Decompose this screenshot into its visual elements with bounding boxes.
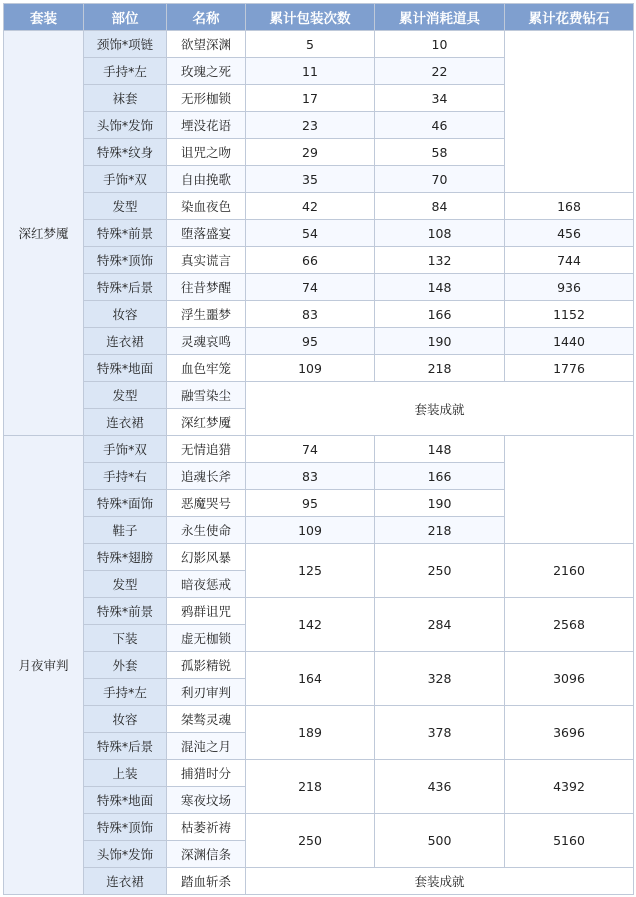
table-row xyxy=(4,328,634,355)
pack-count-cell: 250 xyxy=(246,814,375,868)
item-name-cell: 孤影精锐 xyxy=(167,652,246,679)
props-used-cell: 500 xyxy=(375,814,505,868)
part-cell: 特殊*纹身 xyxy=(84,139,167,166)
props-used-cell: 218 xyxy=(375,517,505,544)
diamonds-empty-cell xyxy=(505,31,634,193)
part-cell: 特殊*后景 xyxy=(84,274,167,301)
diamonds-cell: 168 xyxy=(505,193,634,220)
item-name-cell: 混沌之月 xyxy=(167,733,246,760)
header-props-used: 累计消耗道具 xyxy=(375,4,505,31)
item-name-cell: 深红梦魇 xyxy=(167,409,246,436)
pack-count-cell: 74 xyxy=(246,274,375,301)
item-name-cell: 枯萎祈祷 xyxy=(167,814,246,841)
part-cell: 头饰*发饰 xyxy=(84,112,167,139)
part-cell: 发型 xyxy=(84,193,167,220)
pack-count-cell: 142 xyxy=(246,598,375,652)
part-cell: 外套 xyxy=(84,652,167,679)
props-used-cell: 84 xyxy=(375,193,505,220)
props-used-cell: 284 xyxy=(375,598,505,652)
item-name-cell: 血色牢笼 xyxy=(167,355,246,382)
item-name-cell: 鸦群诅咒 xyxy=(167,598,246,625)
table-row xyxy=(4,31,634,58)
item-name-cell: 捕猎时分 xyxy=(167,760,246,787)
item-name-cell: 无情追猎 xyxy=(167,436,246,463)
props-used-cell: 190 xyxy=(375,490,505,517)
part-cell: 手饰*双 xyxy=(84,166,167,193)
item-name-cell: 欲望深渊 xyxy=(167,31,246,58)
header-pack-count: 累计包装次数 xyxy=(246,4,375,31)
diamonds-cell: 4392 xyxy=(505,760,634,814)
props-used-cell: 148 xyxy=(375,436,505,463)
pack-count-cell: 109 xyxy=(246,517,375,544)
diamonds-cell: 1440 xyxy=(505,328,634,355)
pack-count-cell: 42 xyxy=(246,193,375,220)
part-cell: 特殊*面饰 xyxy=(84,490,167,517)
part-cell: 特殊*前景 xyxy=(84,598,167,625)
item-name-cell: 恶魔哭号 xyxy=(167,490,246,517)
part-cell: 特殊*后景 xyxy=(84,733,167,760)
item-name-cell: 玫瑰之死 xyxy=(167,58,246,85)
set-name-cell: 深红梦魇 xyxy=(4,31,84,436)
diamonds-cell: 3696 xyxy=(505,706,634,760)
part-cell: 鞋子 xyxy=(84,517,167,544)
table-row xyxy=(4,706,634,733)
table-row xyxy=(4,544,634,571)
pack-count-cell: 74 xyxy=(246,436,375,463)
part-cell: 手持*左 xyxy=(84,58,167,85)
header-set: 套装 xyxy=(4,4,84,31)
pack-count-cell: 29 xyxy=(246,139,375,166)
item-name-cell: 往昔梦醒 xyxy=(167,274,246,301)
item-name-cell: 自由挽歌 xyxy=(167,166,246,193)
part-cell: 下装 xyxy=(84,625,167,652)
part-cell: 连衣裙 xyxy=(84,868,167,895)
table-body xyxy=(4,31,634,895)
header-part: 部位 xyxy=(84,4,167,31)
pack-count-cell: 218 xyxy=(246,760,375,814)
rewards-table xyxy=(3,3,634,895)
table-row xyxy=(4,355,634,382)
pack-count-cell: 5 xyxy=(246,31,375,58)
diamonds-cell: 936 xyxy=(505,274,634,301)
pack-count-cell: 35 xyxy=(246,166,375,193)
props-used-cell: 166 xyxy=(375,463,505,490)
table-row xyxy=(4,382,634,409)
header-row xyxy=(4,4,634,31)
item-name-cell: 融雪染尘 xyxy=(167,382,246,409)
diamonds-cell: 5160 xyxy=(505,814,634,868)
props-used-cell: 22 xyxy=(375,58,505,85)
part-cell: 妆容 xyxy=(84,301,167,328)
item-name-cell: 真实谎言 xyxy=(167,247,246,274)
item-name-cell: 利刃审判 xyxy=(167,679,246,706)
pack-count-cell: 125 xyxy=(246,544,375,598)
diamonds-cell: 2160 xyxy=(505,544,634,598)
part-cell: 手持*右 xyxy=(84,463,167,490)
props-used-cell: 218 xyxy=(375,355,505,382)
item-name-cell: 踏血斩杀 xyxy=(167,868,246,895)
props-used-cell: 436 xyxy=(375,760,505,814)
diamonds-cell: 2568 xyxy=(505,598,634,652)
props-used-cell: 378 xyxy=(375,706,505,760)
pack-count-cell: 164 xyxy=(246,652,375,706)
item-name-cell: 灵魂哀鸣 xyxy=(167,328,246,355)
props-used-cell: 70 xyxy=(375,166,505,193)
props-used-cell: 328 xyxy=(375,652,505,706)
item-name-cell: 追魂长斧 xyxy=(167,463,246,490)
diamonds-cell: 744 xyxy=(505,247,634,274)
props-used-cell: 132 xyxy=(375,247,505,274)
part-cell: 特殊*顶饰 xyxy=(84,814,167,841)
item-name-cell: 堙没花语 xyxy=(167,112,246,139)
diamonds-cell: 1152 xyxy=(505,301,634,328)
diamonds-cell: 3096 xyxy=(505,652,634,706)
part-cell: 特殊*前景 xyxy=(84,220,167,247)
item-name-cell: 浮生噩梦 xyxy=(167,301,246,328)
part-cell: 颈饰*项链 xyxy=(84,31,167,58)
item-name-cell: 虚无枷锁 xyxy=(167,625,246,652)
set-complete-cell: 套装成就 xyxy=(246,868,634,895)
props-used-cell: 148 xyxy=(375,274,505,301)
props-used-cell: 166 xyxy=(375,301,505,328)
table-row xyxy=(4,598,634,625)
set-name-cell: 月夜审判 xyxy=(4,436,84,895)
part-cell: 特殊*地面 xyxy=(84,787,167,814)
diamonds-empty-cell xyxy=(505,436,634,544)
table-row xyxy=(4,868,634,895)
part-cell: 特殊*翅膀 xyxy=(84,544,167,571)
pack-count-cell: 66 xyxy=(246,247,375,274)
pack-count-cell: 109 xyxy=(246,355,375,382)
pack-count-cell: 54 xyxy=(246,220,375,247)
item-name-cell: 寒夜坟场 xyxy=(167,787,246,814)
part-cell: 连衣裙 xyxy=(84,409,167,436)
pack-count-cell: 17 xyxy=(246,85,375,112)
table-row xyxy=(4,760,634,787)
part-cell: 发型 xyxy=(84,382,167,409)
item-name-cell: 诅咒之吻 xyxy=(167,139,246,166)
table-row xyxy=(4,193,634,220)
part-cell: 发型 xyxy=(84,571,167,598)
pack-count-cell: 189 xyxy=(246,706,375,760)
pack-count-cell: 95 xyxy=(246,328,375,355)
header-name: 名称 xyxy=(167,4,246,31)
table-row xyxy=(4,220,634,247)
item-name-cell: 永生使命 xyxy=(167,517,246,544)
props-used-cell: 190 xyxy=(375,328,505,355)
pack-count-cell: 83 xyxy=(246,463,375,490)
diamonds-cell: 1776 xyxy=(505,355,634,382)
item-name-cell: 无形枷锁 xyxy=(167,85,246,112)
item-name-cell: 堕落盛宴 xyxy=(167,220,246,247)
item-name-cell: 幻影风暴 xyxy=(167,544,246,571)
part-cell: 手饰*双 xyxy=(84,436,167,463)
diamonds-cell: 456 xyxy=(505,220,634,247)
props-used-cell: 10 xyxy=(375,31,505,58)
props-used-cell: 34 xyxy=(375,85,505,112)
item-name-cell: 暗夜惩戒 xyxy=(167,571,246,598)
props-used-cell: 108 xyxy=(375,220,505,247)
table-row xyxy=(4,247,634,274)
header-diamonds-spent: 累计花费钻石 xyxy=(505,4,634,31)
pack-count-cell: 83 xyxy=(246,301,375,328)
props-used-cell: 250 xyxy=(375,544,505,598)
part-cell: 袜套 xyxy=(84,85,167,112)
table-row xyxy=(4,652,634,679)
pack-count-cell: 95 xyxy=(246,490,375,517)
item-name-cell: 深渊信条 xyxy=(167,841,246,868)
part-cell: 特殊*地面 xyxy=(84,355,167,382)
table-row xyxy=(4,301,634,328)
pack-count-cell: 23 xyxy=(246,112,375,139)
props-used-cell: 58 xyxy=(375,139,505,166)
part-cell: 特殊*顶饰 xyxy=(84,247,167,274)
table-row xyxy=(4,814,634,841)
part-cell: 妆容 xyxy=(84,706,167,733)
part-cell: 手持*左 xyxy=(84,679,167,706)
part-cell: 连衣裙 xyxy=(84,328,167,355)
item-name-cell: 染血夜色 xyxy=(167,193,246,220)
part-cell: 上装 xyxy=(84,760,167,787)
part-cell: 头饰*发饰 xyxy=(84,841,167,868)
set-complete-cell: 套装成就 xyxy=(246,382,634,436)
pack-count-cell: 11 xyxy=(246,58,375,85)
item-name-cell: 桀骜灵魂 xyxy=(167,706,246,733)
table-row xyxy=(4,436,634,463)
props-used-cell: 46 xyxy=(375,112,505,139)
table-row xyxy=(4,274,634,301)
